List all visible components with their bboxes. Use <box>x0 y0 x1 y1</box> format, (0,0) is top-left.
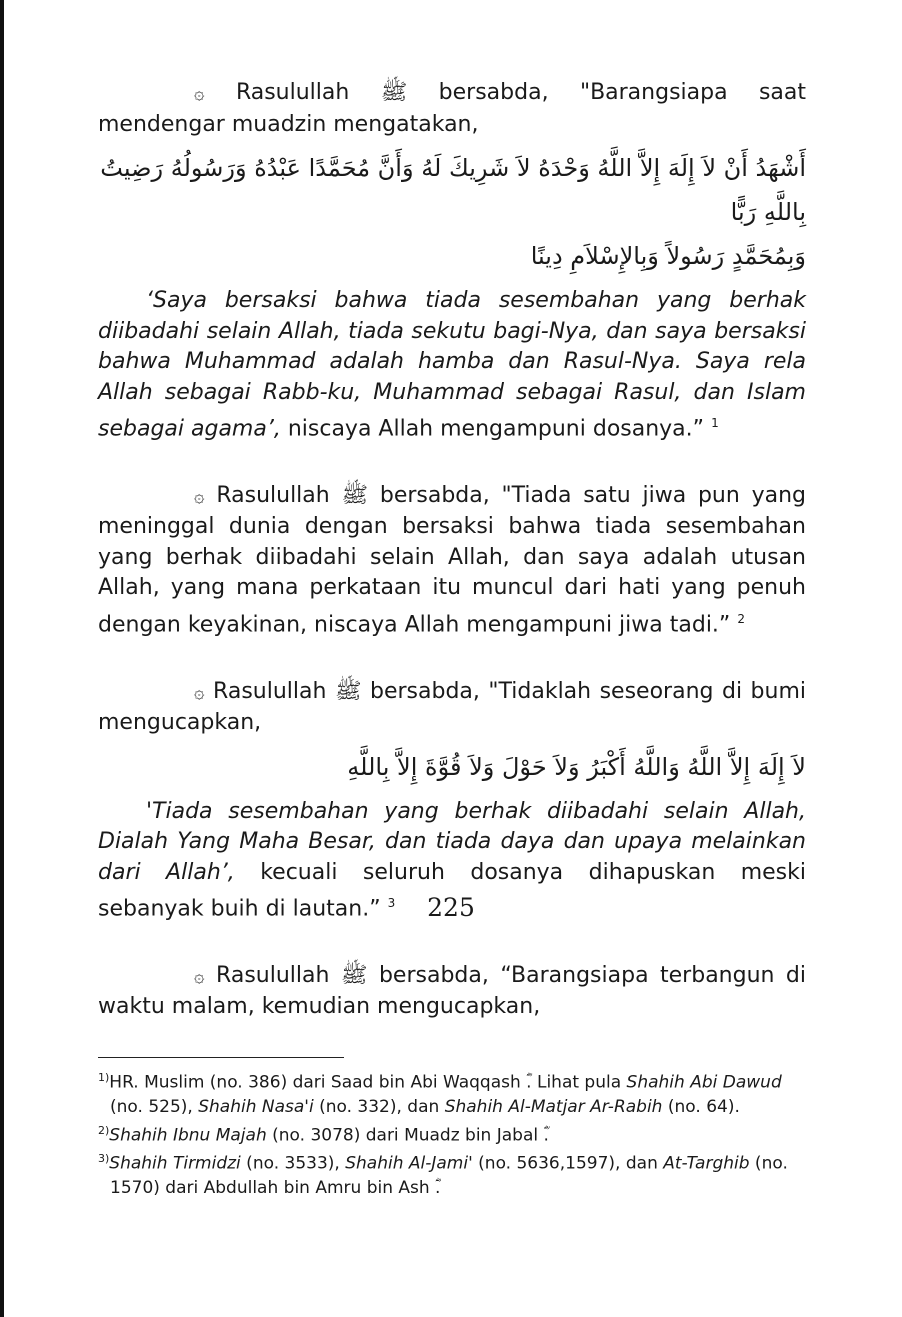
paragraph-1-intro <box>98 78 806 140</box>
translation-3: 'Tiada sesembahan yang berhak diibadahi selain Allah, Dialah Yang Maha Besar, dan tiada daya dan upaya melainkan dari Allah’, <box>98 798 806 885</box>
paragraph-ornament-icon: ۞ <box>194 83 205 104</box>
closing-3: kecuali seluruh dosanya dihapuskan meski sebanyak buih di lautan.” <box>98 859 806 922</box>
footnote-ref-3[interactable]: 3 <box>387 896 396 911</box>
footnote-text: (no. 64). <box>662 1096 740 1117</box>
footnote-text: (no. 3078) dari Muadz bin Jabal ؓ. <box>266 1125 549 1146</box>
paragraph-4-text: Rasulullah ﷺ bersabda, “Barangsiapa terbangun di waktu malam, kemudian mengucapkan, <box>98 962 807 1020</box>
footnote-number: 1) <box>98 1070 110 1084</box>
footnote-ref-2[interactable]: 2 <box>737 611 745 626</box>
footnote-source: Shahih Abi Dawud <box>626 1072 782 1093</box>
paragraph-3-intro-text: Rasulullah ﷺ bersabda, "Tidaklah seseorang di bumi mengucapkan, <box>98 678 806 736</box>
arabic-line-1b: وَبِمُحَمَّدٍ رَسُولاً وَبِالإِسْلاَمِ دِينًا <box>530 242 806 270</box>
footnote-source: Shahih Al-Matjar Ar-Rabih <box>444 1096 663 1117</box>
paragraph-ornament-icon: ۞ <box>194 965 205 987</box>
footnote-text: (no. 525), <box>110 1096 199 1117</box>
page-left-border <box>0 0 4 1317</box>
footnote-text: (no. 3533), <box>240 1153 346 1174</box>
translation-1: ‘Saya bersaksi bahwa tiada sesembahan yang berhak diibadahi selain Allah, tiada sekutu bagi-Nya, dan saya bersaksi bahwa Muhammad adalah hamba dan Rasul-Nya. Saya rela Allah sebagai Rabb-ku, Muhammad sebagai Rasul, dan Islam sebagai agama’, <box>98 288 806 442</box>
paragraph-ornament-icon: ۞ <box>194 485 205 507</box>
page-body <box>98 78 806 1200</box>
footnote-2 <box>98 1119 806 1148</box>
paragraph-3-intro <box>98 677 806 739</box>
footnote-ref-1[interactable]: 1 <box>711 416 719 430</box>
footnote-text: (no. 1570) dari Abdullah bin Amru bin Ash ؓ. <box>110 1153 788 1198</box>
paragraph-2-text: Rasulullah ﷺ bersabda, "Tiada satu jiwa pun yang meninggal dunia dengan bersaksi bahwa tiada sesembahan yang berhak diibadahi selain Allah, dan saya adalah utusan Allah, yang mana perkataan itu muncul dari hati yang penuh dengan keyakinan, niscaya Allah mengampuni jiwa tadi.” <box>98 482 806 638</box>
footnote-3 <box>98 1147 806 1200</box>
footnote-source: Shahih Ibnu Majah <box>109 1125 267 1146</box>
paragraph-1-intro-text: Rasulullah ﷺ bersabda, "Barangsiapa saat mendengar muadzin mengatakan, <box>98 80 807 137</box>
paragraph-ornament-icon: ۞ <box>194 681 205 703</box>
arabic-text-3: لاَ إِلَهَ إِلاَّ اللَّهُ وَاللَّهُ أَكْبَرُ وَلاَ حَوْلَ وَلاَ قُوَّةَ إِلاَّ بِاللَّهِ <box>347 752 806 781</box>
paragraph-1-translation <box>98 286 806 445</box>
footnote-1 <box>98 1066 806 1119</box>
paragraph-2 <box>98 481 806 641</box>
footnote-text: (no. 332), dan <box>313 1096 445 1117</box>
footnote-source: Shahih Tirmidzi <box>109 1153 241 1174</box>
footnote-source: Shahih Nasa'i <box>198 1096 314 1117</box>
closing-1: niscaya Allah mengampuni dosanya.” <box>287 416 705 442</box>
arabic-line-1a: أَشْهَدُ أَنْ لاَ إِلَهَ إِلاَّ اللَّهُ وَحْدَهُ لاَ شَرِيكَ لَهُ وَأَنَّ مُحَمَّدًا عَبْدُهُ وَرَسُولُهُ رَضِيتُ بِاللَّهِ رَبًّا <box>100 154 806 226</box>
footnote-number: 2) <box>98 1123 110 1137</box>
footnote-text: HR. Muslim (no. 386) dari Saad bin Abi Waqqash ؓ. Lihat pula <box>109 1072 627 1093</box>
paragraph-4 <box>98 961 806 1023</box>
arabic-text-1 <box>98 146 806 278</box>
footnote-source: Shahih Al-Jami' <box>345 1153 473 1174</box>
page-number: 225 <box>427 893 475 922</box>
footnote-number: 3) <box>98 1152 110 1166</box>
footnote-source: At-Targhib <box>663 1153 750 1174</box>
footnote-text: (no. 5636,1597), dan <box>472 1153 664 1174</box>
footnote-divider <box>98 1057 344 1058</box>
